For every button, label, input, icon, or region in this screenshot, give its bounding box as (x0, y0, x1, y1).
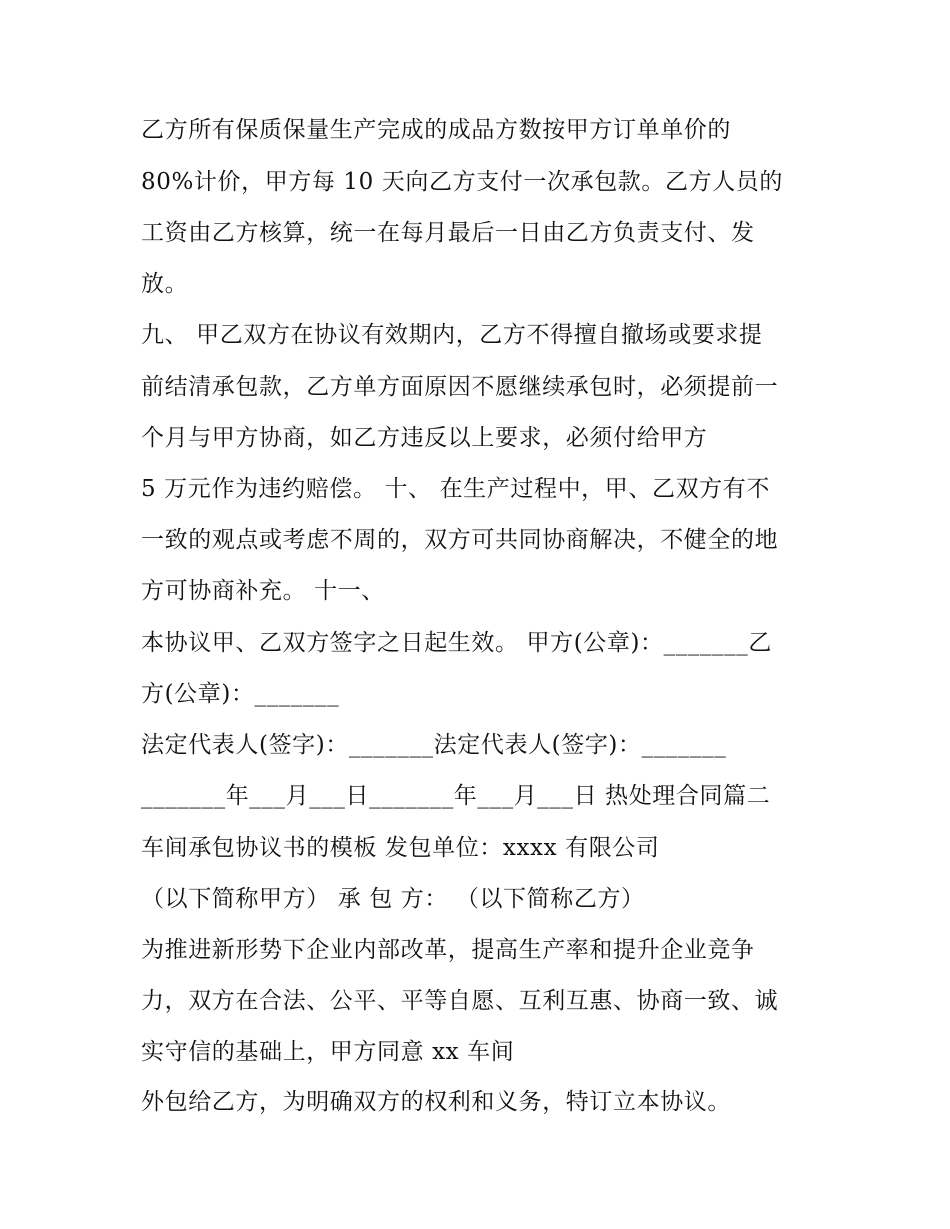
text-line: 方(公章)：_______ (141, 681, 340, 707)
text-line: 一致的观点或考虑不周的，双方可共同协商解决，不健全的地 (141, 527, 779, 553)
text-line: （以下简称甲方） 承 包 方： （以下简称乙方） (141, 886, 645, 912)
text-line: 80%计价，甲方每 10 天向乙方支付一次承包款。乙方人员的 (141, 169, 784, 195)
text-line: 九、 甲乙双方在协议有效期内，乙方不得擅自撤场或要求提 (141, 322, 763, 348)
text-line: 个月与甲方协商，如乙方违反以上要求，必须付给甲方 (141, 425, 708, 451)
text-line: 法定代表人(签字)：_______法定代表人(签字)：_______ (141, 732, 727, 758)
text-line: 车间承包协议书的模板 发包单位：xxxx 有限公司 (141, 835, 660, 861)
text-line: 外包给乙方，为明确双方的权利和义务，特订立本协议。 (141, 1089, 731, 1115)
text-line: 本协议甲、乙双方签字之日起生效。 甲方(公章)：_______乙 (141, 630, 772, 656)
text-line: 乙方所有保质保量生产完成的成品方数按甲方订单单价的 (141, 117, 731, 143)
text-line: 放。 (141, 271, 189, 297)
text-line: 为推进新形势下企业内部改革，提高生产率和提升企业竞争 (141, 937, 755, 963)
text-line: 5 万元作为违约赔偿。 十、 在生产过程中，甲、乙双方有不 (141, 476, 770, 502)
text-line: 力，双方在合法、公平、平等自愿、互利互惠、协商一致、诚 (141, 988, 779, 1014)
text-line: 工资由乙方核算，统一在每月最后一日由乙方负责支付、发 (141, 220, 755, 246)
text-line: _______年___月___日_______年___月___日 热处理合同篇二 (141, 783, 771, 809)
text-line: 方可协商补充。 十一、 (141, 578, 385, 604)
text-line: 前结清承包款，乙方单方面原因不愿继续承包时，必须提前一 (141, 374, 779, 400)
text-line: 实守信的基础上，甲方同意 xx 车间 (141, 1039, 515, 1065)
